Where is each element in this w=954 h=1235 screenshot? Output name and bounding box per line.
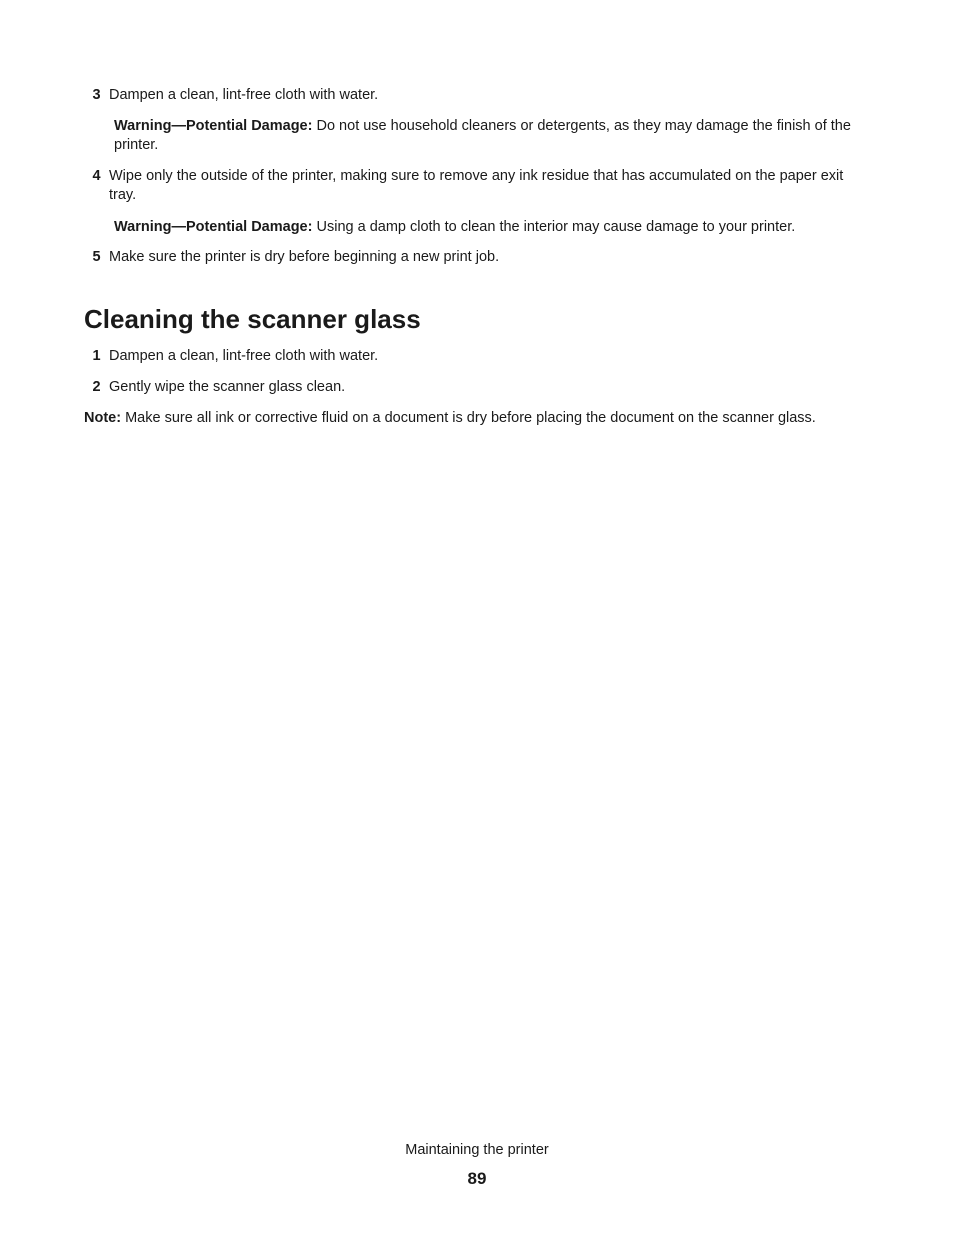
step-text: Dampen a clean, lint-free cloth with water. xyxy=(109,348,379,364)
step-text: Make sure the printer is dry before beginning a new print job. xyxy=(109,249,500,265)
step-text: Gently wipe the scanner glass clean. xyxy=(109,379,346,395)
section-heading: Cleaning the scanner glass xyxy=(84,304,421,334)
scanner-step-2 xyxy=(84,378,874,397)
warning-label: Warning—Potential Damage: xyxy=(114,118,313,134)
step-4 xyxy=(84,167,874,205)
step-3 xyxy=(84,86,874,105)
step-text: Dampen a clean, lint-free cloth with water. xyxy=(109,87,379,103)
step-number: 5 xyxy=(92,249,101,265)
step-number: 3 xyxy=(92,87,101,103)
warning-damp-cloth xyxy=(114,218,884,237)
note xyxy=(84,409,884,428)
note-text: Make sure all ink or corrective fluid on a document is dry before placing the document on the scanner glass. xyxy=(121,410,816,426)
step-text: Wipe only the outside of the printer, making sure to remove any ink residue that has accumulated on the paper exit tray. xyxy=(109,168,844,203)
step-5 xyxy=(84,248,874,267)
step-number: 4 xyxy=(92,168,101,184)
warning-text: Do not use household cleaners or detergents, as they may damage the finish of the printer. xyxy=(114,118,851,153)
warning-household-cleaners xyxy=(114,117,884,155)
footer-chapter-title: Maintaining the printer xyxy=(405,1142,549,1158)
warning-label: Warning—Potential Damage: xyxy=(114,219,313,235)
scanner-step-1 xyxy=(84,347,874,366)
page-number: 89 xyxy=(467,1169,487,1188)
note-label: Note: xyxy=(84,410,122,426)
step-number: 1 xyxy=(92,348,101,364)
step-number: 2 xyxy=(92,379,101,395)
warning-text: Using a damp cloth to clean the interior may cause damage to your printer. xyxy=(312,219,796,235)
